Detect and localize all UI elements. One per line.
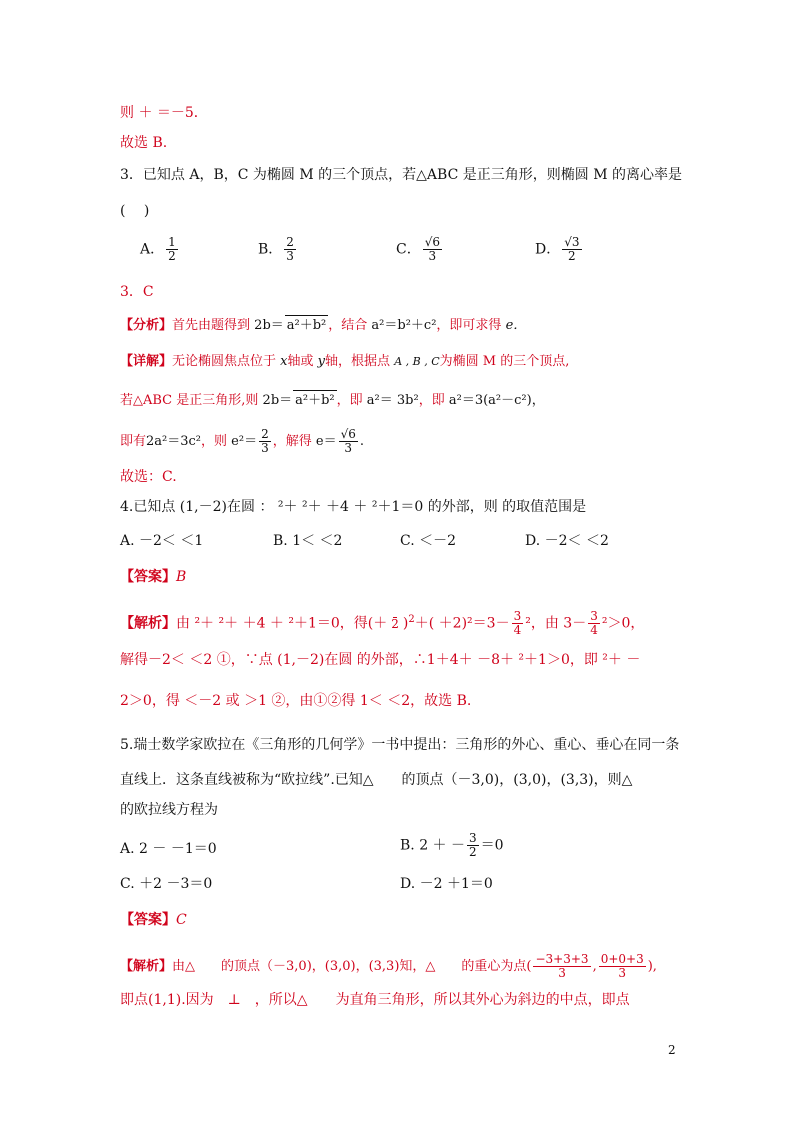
solution-label: 【解析】 [120,959,173,974]
detail-label: 【详解】 [120,354,173,369]
prev-result-line: 则 ＋ ＝－5． [120,105,208,121]
q5-option-d: D. －2 ＋1＝0 [400,876,493,892]
prev-select-line: 故选 B. [120,135,168,151]
q4-solution-2: 解得－2＜ ＜2 ①，∵点 (1,－2)在圆 的外部，∴1＋4＋ －8＋ ²＋1＞0，即 ²＋ － [120,652,641,668]
q3-option-a: A． $\frac{1}{2}$ [140,235,176,263]
q5-answer: 【答案】C [120,912,187,928]
q5-stem-2: 直线上．这条直线被称为“欧拉线”.已知△ 的顶点（－3,0)，(3,0)，(3,3)，则△ [120,772,633,788]
q3-detail-1: 【详解】无论椭圆焦点位于 x轴或 y轴，根据点 A , B , C为椭圆 M 的三个顶点, [120,354,570,369]
analysis-label: 【分析】 [120,318,173,333]
q3-detail-2: 若△ABC 是正三角形,则 2b＝ a²＋b² ，即 a²＝ 3b²，即 a²＝3(a²－c²)， [120,390,545,411]
q3-paren: ( ) [120,203,150,219]
q3-select: 故选：C. [120,469,177,485]
q3-detail-3: 即有2a²＝3c²，则 e²＝ $\frac{2}{3}$ ，解得 e＝ $\frac{√6}{3}$ . [120,427,364,455]
q3-answer: 3．C [120,284,154,300]
q5-option-a: A. 2 － －1＝0 [120,841,217,857]
q5-stem-1: 5.瑞士数学家欧拉在《三角形的几何学》一书中提出：三角形的外心、重心、垂心在同一条 [120,737,680,753]
q3-option-d: D． $\frac{√3}{2}$ [535,235,580,263]
q4-stem: 4.已知点 (1,－2)在圆 ： ²＋ ²＋ ＋4 ＋ ²＋1＝0 的外部，则 的取值范围是 [120,499,587,515]
q3-stem: 3．已知点 A，B，C 为椭圆 M 的三个顶点，若△ABC 是正三角形，则椭圆 M 的离心率是 [120,167,682,183]
q4-answer: 【答案】B [120,569,187,585]
answer-label: 【答案】 [120,912,176,928]
q4-option-c: C. ＜－2 [400,533,457,549]
q3-option-c: C． $\frac{√6}{3}$ [396,235,440,263]
q5-stem-3: 的欧拉线方程为 [120,802,218,818]
q4-option-d: D. －2＜ ＜2 [525,533,609,549]
page-number: 2 [668,1043,676,1057]
q4-option-a: A. －2＜ ＜1 [120,533,204,549]
q5-option-b: B. 2 ＋ － $\frac{3}{2}$ ＝0 [400,831,504,859]
q4-option-b: B. 1＜ ＜2 [273,533,343,549]
q4-solution-3: 2＞0，得 ＜－2 或 ＞1 ②，由①②得 1＜ ＜2，故选 B. [120,693,472,709]
q3-analysis: 【分析】首先由题得到 2b＝ a²＋b² ，结合 a²＝b²＋c²，即可求得 e． [120,315,526,336]
q3-option-b: B． $\frac{2}{3}$ [258,235,294,263]
answer-label: 【答案】 [120,569,176,585]
q4-solution-1: 【解析】由 ²＋ ²＋ ＋4 ＋ ²＋1＝0，得(＋ 2 )$^2$＋( ＋2)²＝3－ $\frac{3}{4}$ ²，由 3－ $\frac{3}{4}$ ²＞0， [120,609,645,638]
q5-solution-2: 即点(1,1).因为 ⊥ ，所以△ 为直角三角形，所以其外心为斜边的中点，即点 [120,992,630,1008]
q5-solution-1: 【解析】由△ 的顶点（－3,0)，(3,0)，(3,3)知，△ 的重心为点( $\frac{-3+3+3}{3}$ , $\frac{0+0+3}{3}$ ), [120,952,657,980]
solution-label: 【解析】 [120,615,176,632]
q5-option-c: C. ＋2 －3＝0 [120,876,213,892]
